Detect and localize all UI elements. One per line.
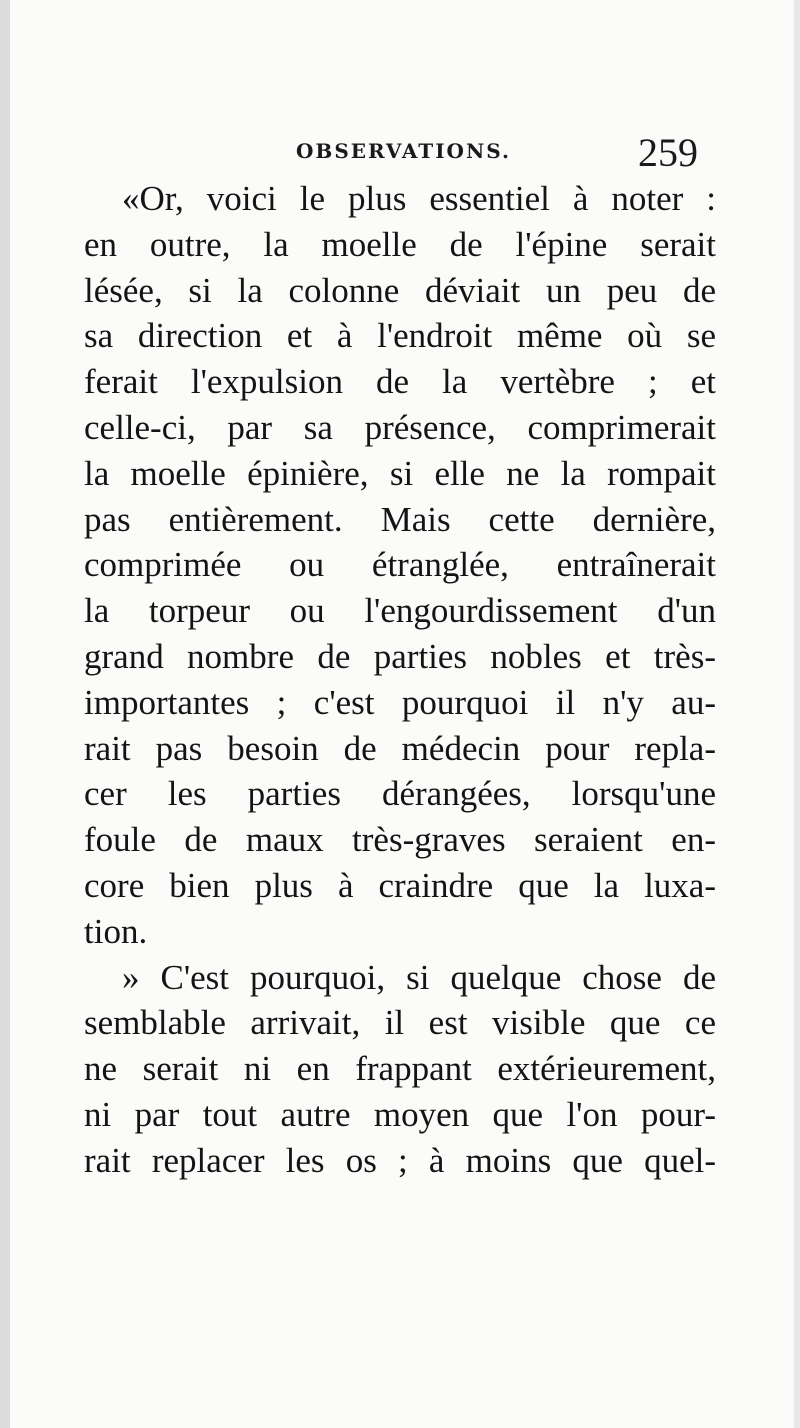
- text-line: comprimée ou étranglée, entraînerait: [84, 545, 716, 585]
- text-line: » C'est pourquoi, si quelque chose de: [122, 957, 716, 997]
- text-line: «Or, voici le plus essentiel à noter :: [122, 179, 716, 218]
- text-line: lésée, si la colonne déviait un peu de: [84, 270, 716, 310]
- text-line: core bien plus à craindre que la luxa-: [84, 865, 716, 905]
- text-line: la torpeur ou l'engourdissement d'un: [84, 591, 716, 631]
- text-line: importantes ; c'est pourquoi il n'y au-: [84, 682, 716, 722]
- text-line: celle-ci, par sa présence, comprimerait: [84, 407, 716, 447]
- text-line: ni par tout autre moyen que l'on pour-: [84, 1094, 716, 1134]
- text-line: tion.: [84, 911, 148, 951]
- text-line: sa direction et à l'endroit même où se: [84, 316, 716, 356]
- text-line: foule de maux très-graves seraient en-: [84, 820, 716, 860]
- text-line: grand nombre de parties nobles et très-: [84, 636, 716, 676]
- text-line: cer les parties dérangées, lorsqu'une: [84, 774, 716, 814]
- text-line: rait pas besoin de médecin pour repla-: [84, 728, 716, 768]
- text-line: rait replacer les os ; à moins que quel-: [84, 1140, 716, 1180]
- running-title: OBSERVATIONS.: [296, 139, 511, 163]
- text-line: en outre, la moelle de l'épine serait: [84, 224, 716, 264]
- page-header: [10, 130, 800, 175]
- text-line: la moelle épinière, si elle ne la rompait: [84, 453, 716, 493]
- text-line: semblable arrivait, il est visible que ce: [84, 1003, 716, 1043]
- text-line: ne serait ni en frappant extérieurement,: [84, 1049, 716, 1089]
- body-text: [84, 176, 716, 1184]
- text-line: ferait l'expulsion de la vertèbre ; et: [84, 362, 716, 402]
- page-number: 259: [638, 130, 698, 175]
- text-line: pas entièrement. Mais cette dernière,: [84, 499, 716, 539]
